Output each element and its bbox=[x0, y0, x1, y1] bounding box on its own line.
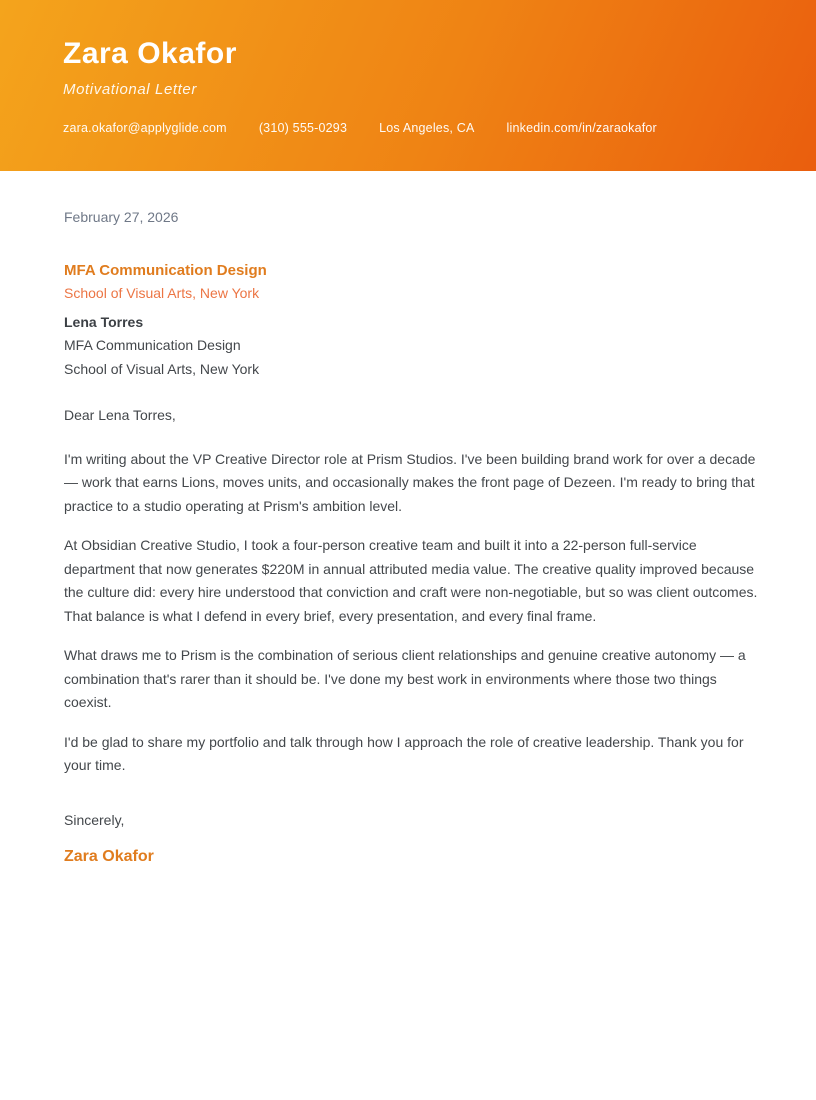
letter-paragraph: At Obsidian Creative Studio, I took a four-person creative team and built it into a 22-person full-service department that now generates $220M in annual attributed media value. The creative quality improved because the culture did: every hire understood that conviction and craft were non-negotiable, but so was client outcomes. That balance is what I defend in every brief, every presentation, and every final frame. bbox=[64, 537, 758, 624]
document-type-subtitle: Motivational Letter bbox=[63, 81, 197, 98]
closing: Sincerely, bbox=[64, 811, 125, 828]
target-position-title: MFA Communication Design bbox=[64, 261, 267, 279]
recipient-role: MFA Communication Design bbox=[64, 337, 241, 353]
letter-body bbox=[0, 171, 816, 869]
contact-phone: (310) 555-0293 bbox=[258, 121, 348, 135]
letter-header bbox=[0, 0, 816, 171]
recipient-name: Lena Torres bbox=[64, 313, 144, 330]
letter-paragraph: What draws me to Prism is the combination of serious client relationships and genuine creative autonomy — a combination that's rarer than it should be. I've done my best work in environments where those two things coexist. bbox=[64, 647, 746, 710]
recipient-block bbox=[64, 311, 765, 382]
recipient-organization: School of Visual Arts, New York bbox=[64, 360, 260, 377]
signature-name: Zara Okafor bbox=[64, 848, 154, 865]
contact-location: Los Angeles, CA bbox=[379, 121, 475, 135]
salutation: Dear Lena Torres, bbox=[64, 407, 176, 423]
contact-email: zara.okafor@applyglide.com bbox=[63, 121, 227, 135]
page-title: Zara Okafor bbox=[63, 37, 237, 70]
target-position-block bbox=[64, 259, 765, 306]
contact-row bbox=[63, 121, 768, 135]
letter-paragraph: I'd be glad to share my portfolio and talk through how I approach the role of creative leadership. Thank you for your time. bbox=[64, 733, 744, 773]
contact-linkedin: linkedin.com/in/zaraokafor bbox=[506, 121, 657, 135]
letter-paragraph: I'm writing about the VP Creative Director role at Prism Studios. I've been building brand work for over a decade — work that earns Lions, moves units, and occasionally makes the front page of Dezeen. I'm ready to bring that practice to a studio operating at Prism's ambition level. bbox=[64, 450, 756, 514]
letter-date: February 27, 2026 bbox=[64, 209, 179, 225]
target-organization: School of Visual Arts, New York bbox=[64, 285, 260, 301]
